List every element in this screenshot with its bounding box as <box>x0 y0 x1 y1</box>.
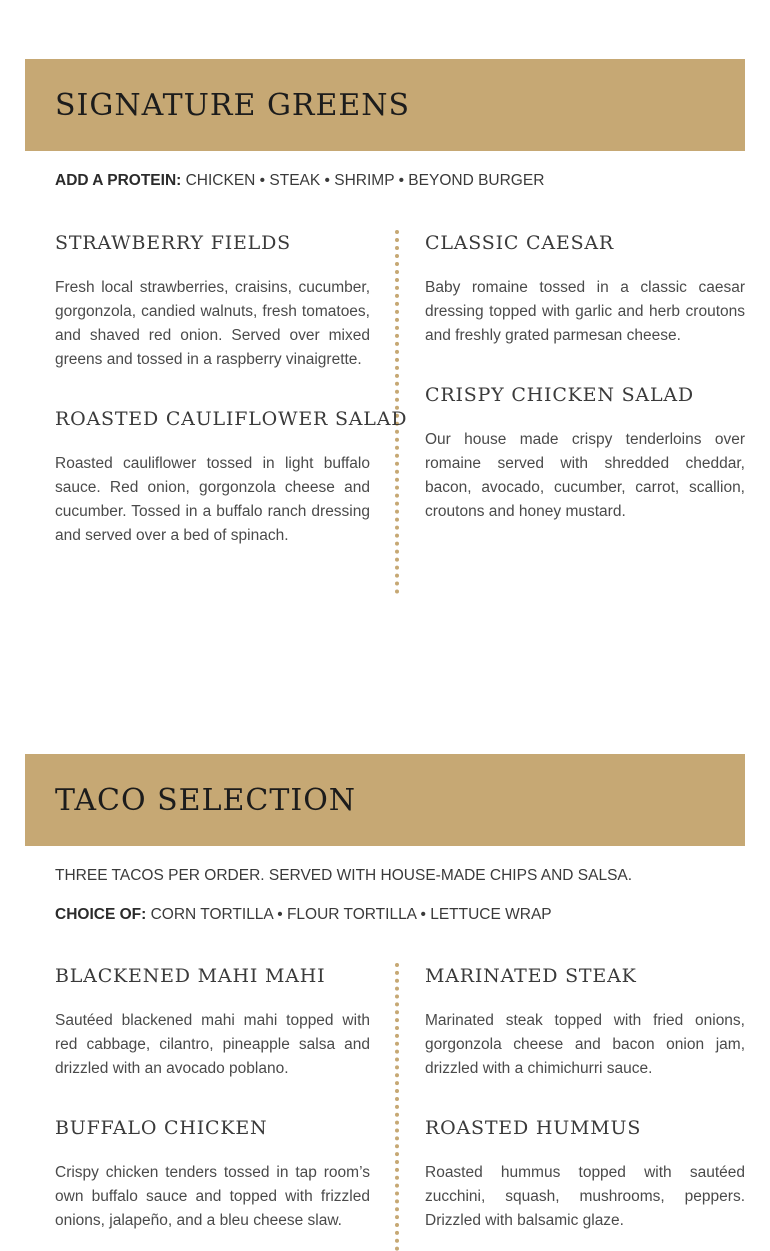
greens-left-column <box>55 232 408 548</box>
choice-line <box>55 906 745 924</box>
menu-item <box>425 1117 745 1233</box>
item-name: ROASTED HUMMUS <box>425 1117 642 1139</box>
menu-item <box>55 232 370 372</box>
menu-item <box>425 965 745 1081</box>
item-name: BLACKENED MAHI MAHI <box>55 965 326 987</box>
item-name: STRAWBERRY FIELDS <box>55 232 291 254</box>
taco-intro: THREE TACOS PER ORDER. SERVED WITH HOUSE-MADE CHIPS AND SALSA. <box>55 867 633 884</box>
menu-item <box>55 965 370 1081</box>
item-name: ROASTED CAULIFLOWER SALAD <box>55 408 408 430</box>
menu-item <box>425 232 745 348</box>
choice-label: CHOICE OF: <box>55 906 147 923</box>
item-description: Roasted cauliflower tossed in light buffalo sauce. Red onion, gorgonzola cheese and cucumber. Tossed in a buffalo ranch dressing and served over a bed of spinach. <box>55 455 370 544</box>
section-title: TACO SELECTION <box>55 782 357 818</box>
item-description: Fresh local strawberries, craisins, cucumber, gorgonzola, candied walnuts, fresh tomatoes, and shaved red onion. Served over mixed greens and tossed in a raspberry vinaigrette. <box>55 279 370 368</box>
menu-item <box>55 1117 370 1233</box>
item-description: Crispy chicken tenders tossed in tap room’s own buffalo sauce and topped with frizzled onions, jalapeño, and a bleu cheese slaw. <box>55 1164 370 1229</box>
item-description: Sautéed blackened mahi mahi topped with red cabbage, cilantro, pineapple salsa and drizzled with an avocado poblano. <box>55 1012 370 1077</box>
section-header-tacos <box>25 754 745 846</box>
item-description: Marinated steak topped with fried onions, gorgonzola cheese and bacon onion jam, drizzled with a chimichurri sauce. <box>425 1012 745 1077</box>
item-description: Baby romaine tossed in a classic caesar dressing topped with garlic and herb croutons and freshly grated parmesan cheese. <box>425 279 745 344</box>
item-description: Our house made crispy tenderloins over romaine served with shredded cheddar, bacon, avocado, cucumber, carrot, scallion, croutons and honey mustard. <box>425 431 745 520</box>
section-header-greens <box>25 59 745 151</box>
tacos-left-column <box>55 965 370 1233</box>
menu-item <box>55 408 408 548</box>
item-name: CLASSIC CAESAR <box>425 232 615 254</box>
tacos-right-column <box>425 965 745 1233</box>
menu-item <box>425 384 745 524</box>
greens-right-column <box>425 232 745 524</box>
protein-label: ADD A PROTEIN: <box>55 172 182 189</box>
item-description: Roasted hummus topped with sautéed zucchini, squash, mushrooms, peppers. Drizzled with balsamic glaze. <box>425 1164 745 1229</box>
protein-line <box>55 172 745 190</box>
protein-options: CHICKEN • STEAK • SHRIMP • BEYOND BURGER <box>185 172 545 189</box>
item-name: CRISPY CHICKEN SALAD <box>425 384 694 406</box>
item-name: BUFFALO CHICKEN <box>55 1117 268 1139</box>
choice-options: CORN TORTILLA • FLOUR TORTILLA • LETTUCE WRAP <box>150 906 552 923</box>
item-name: MARINATED STEAK <box>425 965 637 987</box>
column-divider <box>395 963 399 1251</box>
section-title: SIGNATURE GREENS <box>55 87 411 123</box>
